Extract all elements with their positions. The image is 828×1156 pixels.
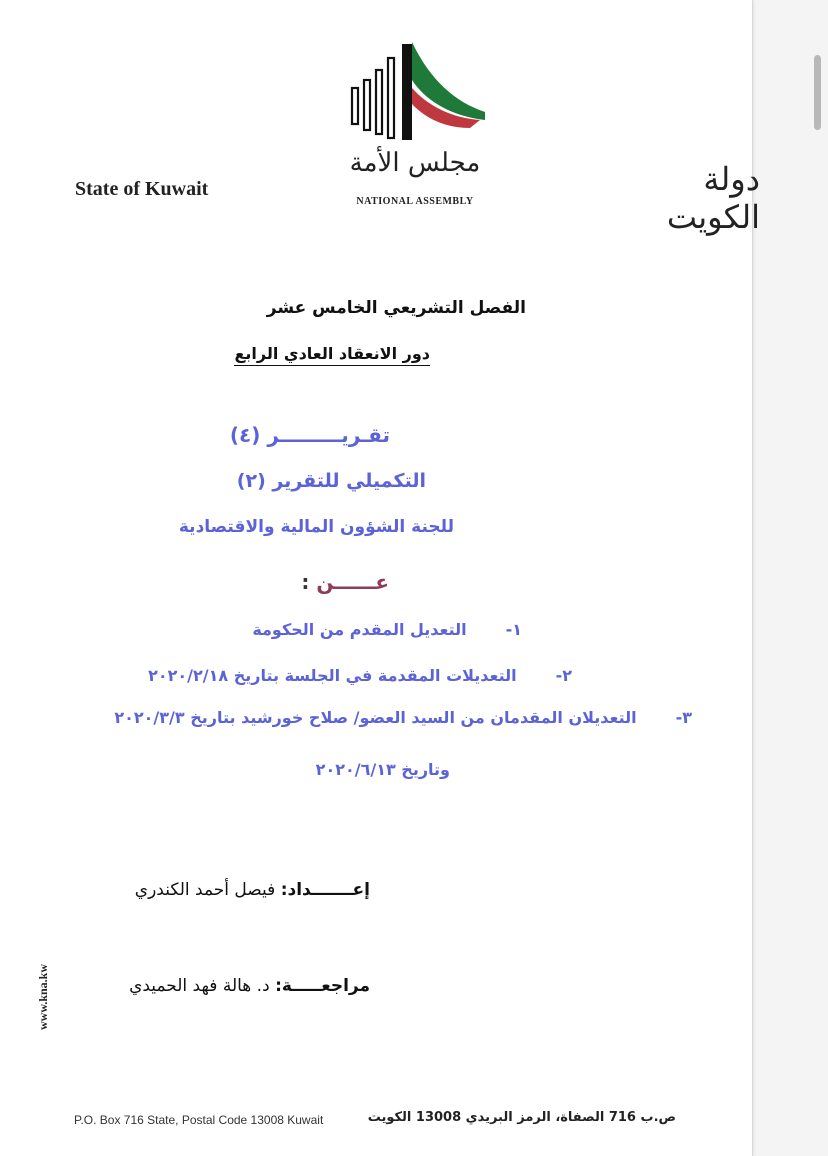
legislative-term-heading: الفصل التشريعي الخامس عشر: [266, 298, 526, 318]
list-item-number: ٢-: [555, 666, 572, 685]
list-item-continuation: وتاريخ ٢٠٢٠/٦/١٣: [315, 760, 450, 779]
list-item-text: التعديل المقدم من الحكومة: [252, 620, 467, 639]
footer-address-arabic: ص.ب 716 الصفاة، الرمز البريدي 13008 الكويت: [367, 1110, 676, 1125]
logo-english-text: NATIONAL ASSEMBLY: [356, 196, 474, 207]
list-item: [252, 620, 522, 639]
prepared-by: [135, 880, 370, 900]
review-name: د. هالة فهد الحميدي: [129, 976, 270, 996]
review-label: مراجعـــــة:: [275, 976, 370, 996]
list-item-number: ١-: [505, 620, 522, 639]
reviewed-by: [129, 976, 370, 996]
state-name-arabic: دولة الكويت: [666, 160, 760, 236]
list-item: [148, 666, 572, 685]
about-label: عــــــن: [316, 570, 389, 594]
committee-name: للجنة الشؤون المالية والاقتصادية: [178, 517, 454, 537]
list-item-number: ٣-: [675, 708, 692, 727]
website-url: www.kna.kw: [36, 963, 50, 1030]
prepared-name: فيصل أحمد الكندري: [134, 880, 276, 900]
logo-arabic-text: مجلس الأمة: [349, 148, 481, 178]
report-title: تقـريـــــــــر (٤): [229, 423, 390, 447]
footer-address-english: P.O. Box 716 State, Postal Code 13008 Kuwait: [74, 1113, 324, 1127]
list-item-text: التعديلات المقدمة في الجلسة بتاريخ ٢٠٢٠/٢/١٨: [148, 666, 517, 685]
list-item-text: التعديلان المقدمان من السيد العضو/ صلاح خورشيد بتاريخ ٢٠٢٠/٣/٣: [114, 708, 637, 727]
state-name-english: State of Kuwait: [75, 178, 209, 200]
prepared-label: إعـــــــداد:: [280, 880, 370, 900]
about-colon: :: [301, 570, 310, 594]
about-heading: [301, 570, 389, 594]
national-assembly-logo-icon: [340, 40, 490, 165]
vertical-scrollbar[interactable]: [814, 55, 821, 130]
supplementary-title: التكميلي للتقرير (٢): [236, 470, 426, 492]
session-round-heading: دور الانعقاد العادي الرابع: [234, 344, 430, 366]
list-item: [114, 708, 692, 727]
